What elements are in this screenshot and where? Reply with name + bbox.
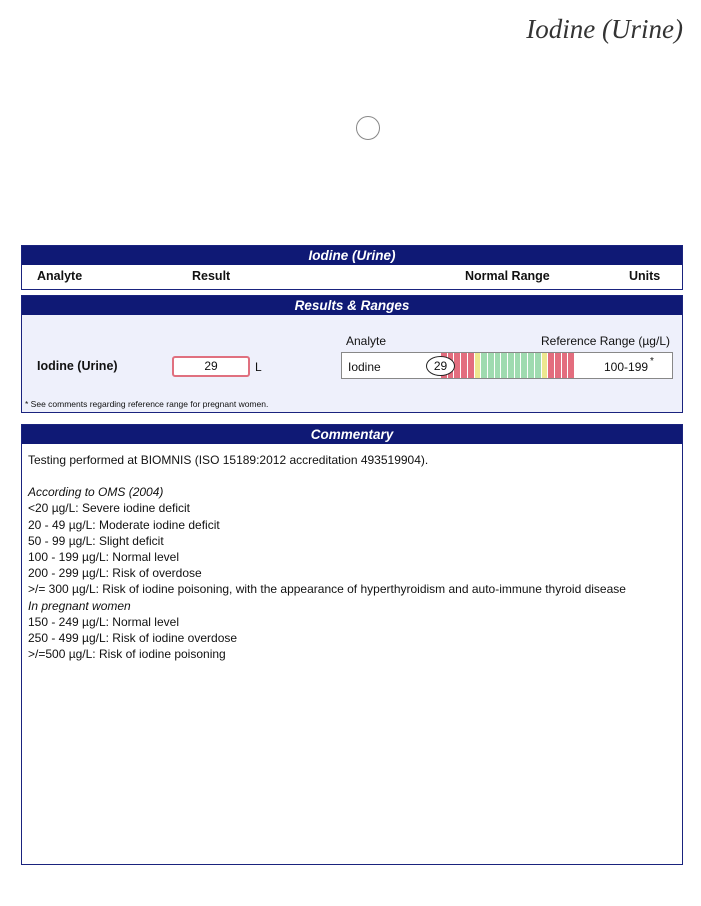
gauge-segment [568, 353, 575, 378]
column-normal-range: Normal Range [465, 269, 550, 283]
commentary-line: According to OMS (2004) [28, 485, 164, 500]
commentary-line: 250 - 499 µg/L: Risk of iodine overdose [28, 631, 238, 646]
commentary-line: <20 µg/L: Severe iodine deficit [28, 501, 191, 516]
gauge-segment [454, 353, 461, 378]
commentary-line: 100 - 199 µg/L: Normal level [28, 550, 179, 565]
gauge-segment [562, 353, 569, 378]
gauge-segment [475, 353, 482, 378]
commentary-line [28, 468, 676, 484]
commentary-title: Commentary [22, 425, 682, 444]
gauge-header-range: Reference Range (µg/L) [541, 334, 670, 348]
column-analyte: Analyte [37, 269, 83, 283]
commentary-line: In pregnant women [28, 598, 131, 613]
gauge-segment [481, 353, 488, 378]
commentary-line: Testing performed at BIOMNIS (ISO 15189:2012 accreditation 493519904). [28, 453, 429, 467]
result-flag: L [255, 360, 262, 374]
gauge-segment [488, 353, 495, 378]
result-value-box: 29 [172, 356, 250, 377]
gauge-segment [515, 353, 522, 378]
commentary-line: >/=500 µg/L: Risk of iodine poisoning [28, 647, 226, 662]
reference-range-gauge [341, 352, 673, 379]
result-analyte-name: Iodine (Urine) [37, 359, 118, 373]
commentary-body [22, 444, 682, 670]
gauge-analyte-label: Iodine [348, 360, 381, 374]
gauge-result-marker: 29 [426, 356, 455, 376]
gauge-segment [461, 353, 468, 378]
page-title: Iodine (Urine) [526, 14, 683, 44]
analyte-header-title: Iodine (Urine) [22, 246, 682, 265]
results-panel [21, 295, 683, 413]
reference-range-asterisk: * [650, 356, 654, 367]
gauge-segment [521, 353, 528, 378]
gauge-segment [535, 353, 542, 378]
analyte-header-panel [21, 245, 683, 290]
commentary-panel [21, 424, 683, 865]
gauge-segment [501, 353, 508, 378]
column-result: Result [192, 269, 231, 283]
gauge-header-analyte: Analyte [346, 334, 387, 348]
gauge-segment [548, 353, 555, 378]
stamp-circle-icon [356, 116, 380, 140]
gauge-color-bar [441, 353, 575, 378]
gauge-segment [555, 353, 562, 378]
reference-range-value: 100-199 [604, 360, 649, 374]
commentary-line: 200 - 299 µg/L: Risk of overdose [28, 566, 202, 581]
commentary-line: 150 - 249 µg/L: Normal level [28, 614, 179, 629]
column-units: Units [629, 269, 661, 283]
gauge-segment [542, 353, 549, 378]
gauge-segment [495, 353, 502, 378]
commentary-line: 20 - 49 µg/L: Moderate iodine deficit [28, 517, 220, 532]
results-panel-title: Results & Ranges [22, 296, 682, 315]
gauge-segment [468, 353, 475, 378]
commentary-line: 50 - 99 µg/L: Slight deficit [28, 533, 164, 548]
pregnancy-footnote: * See comments regarding reference range for pregnant women. [25, 399, 269, 409]
gauge-segment [528, 353, 535, 378]
commentary-line: >/= 300 µg/L: Risk of iodine poisoning, with the appearance of hyperthyroidism and auto-immune thyroid disease [28, 582, 626, 597]
column-header-row [22, 265, 682, 289]
gauge-segment [508, 353, 515, 378]
